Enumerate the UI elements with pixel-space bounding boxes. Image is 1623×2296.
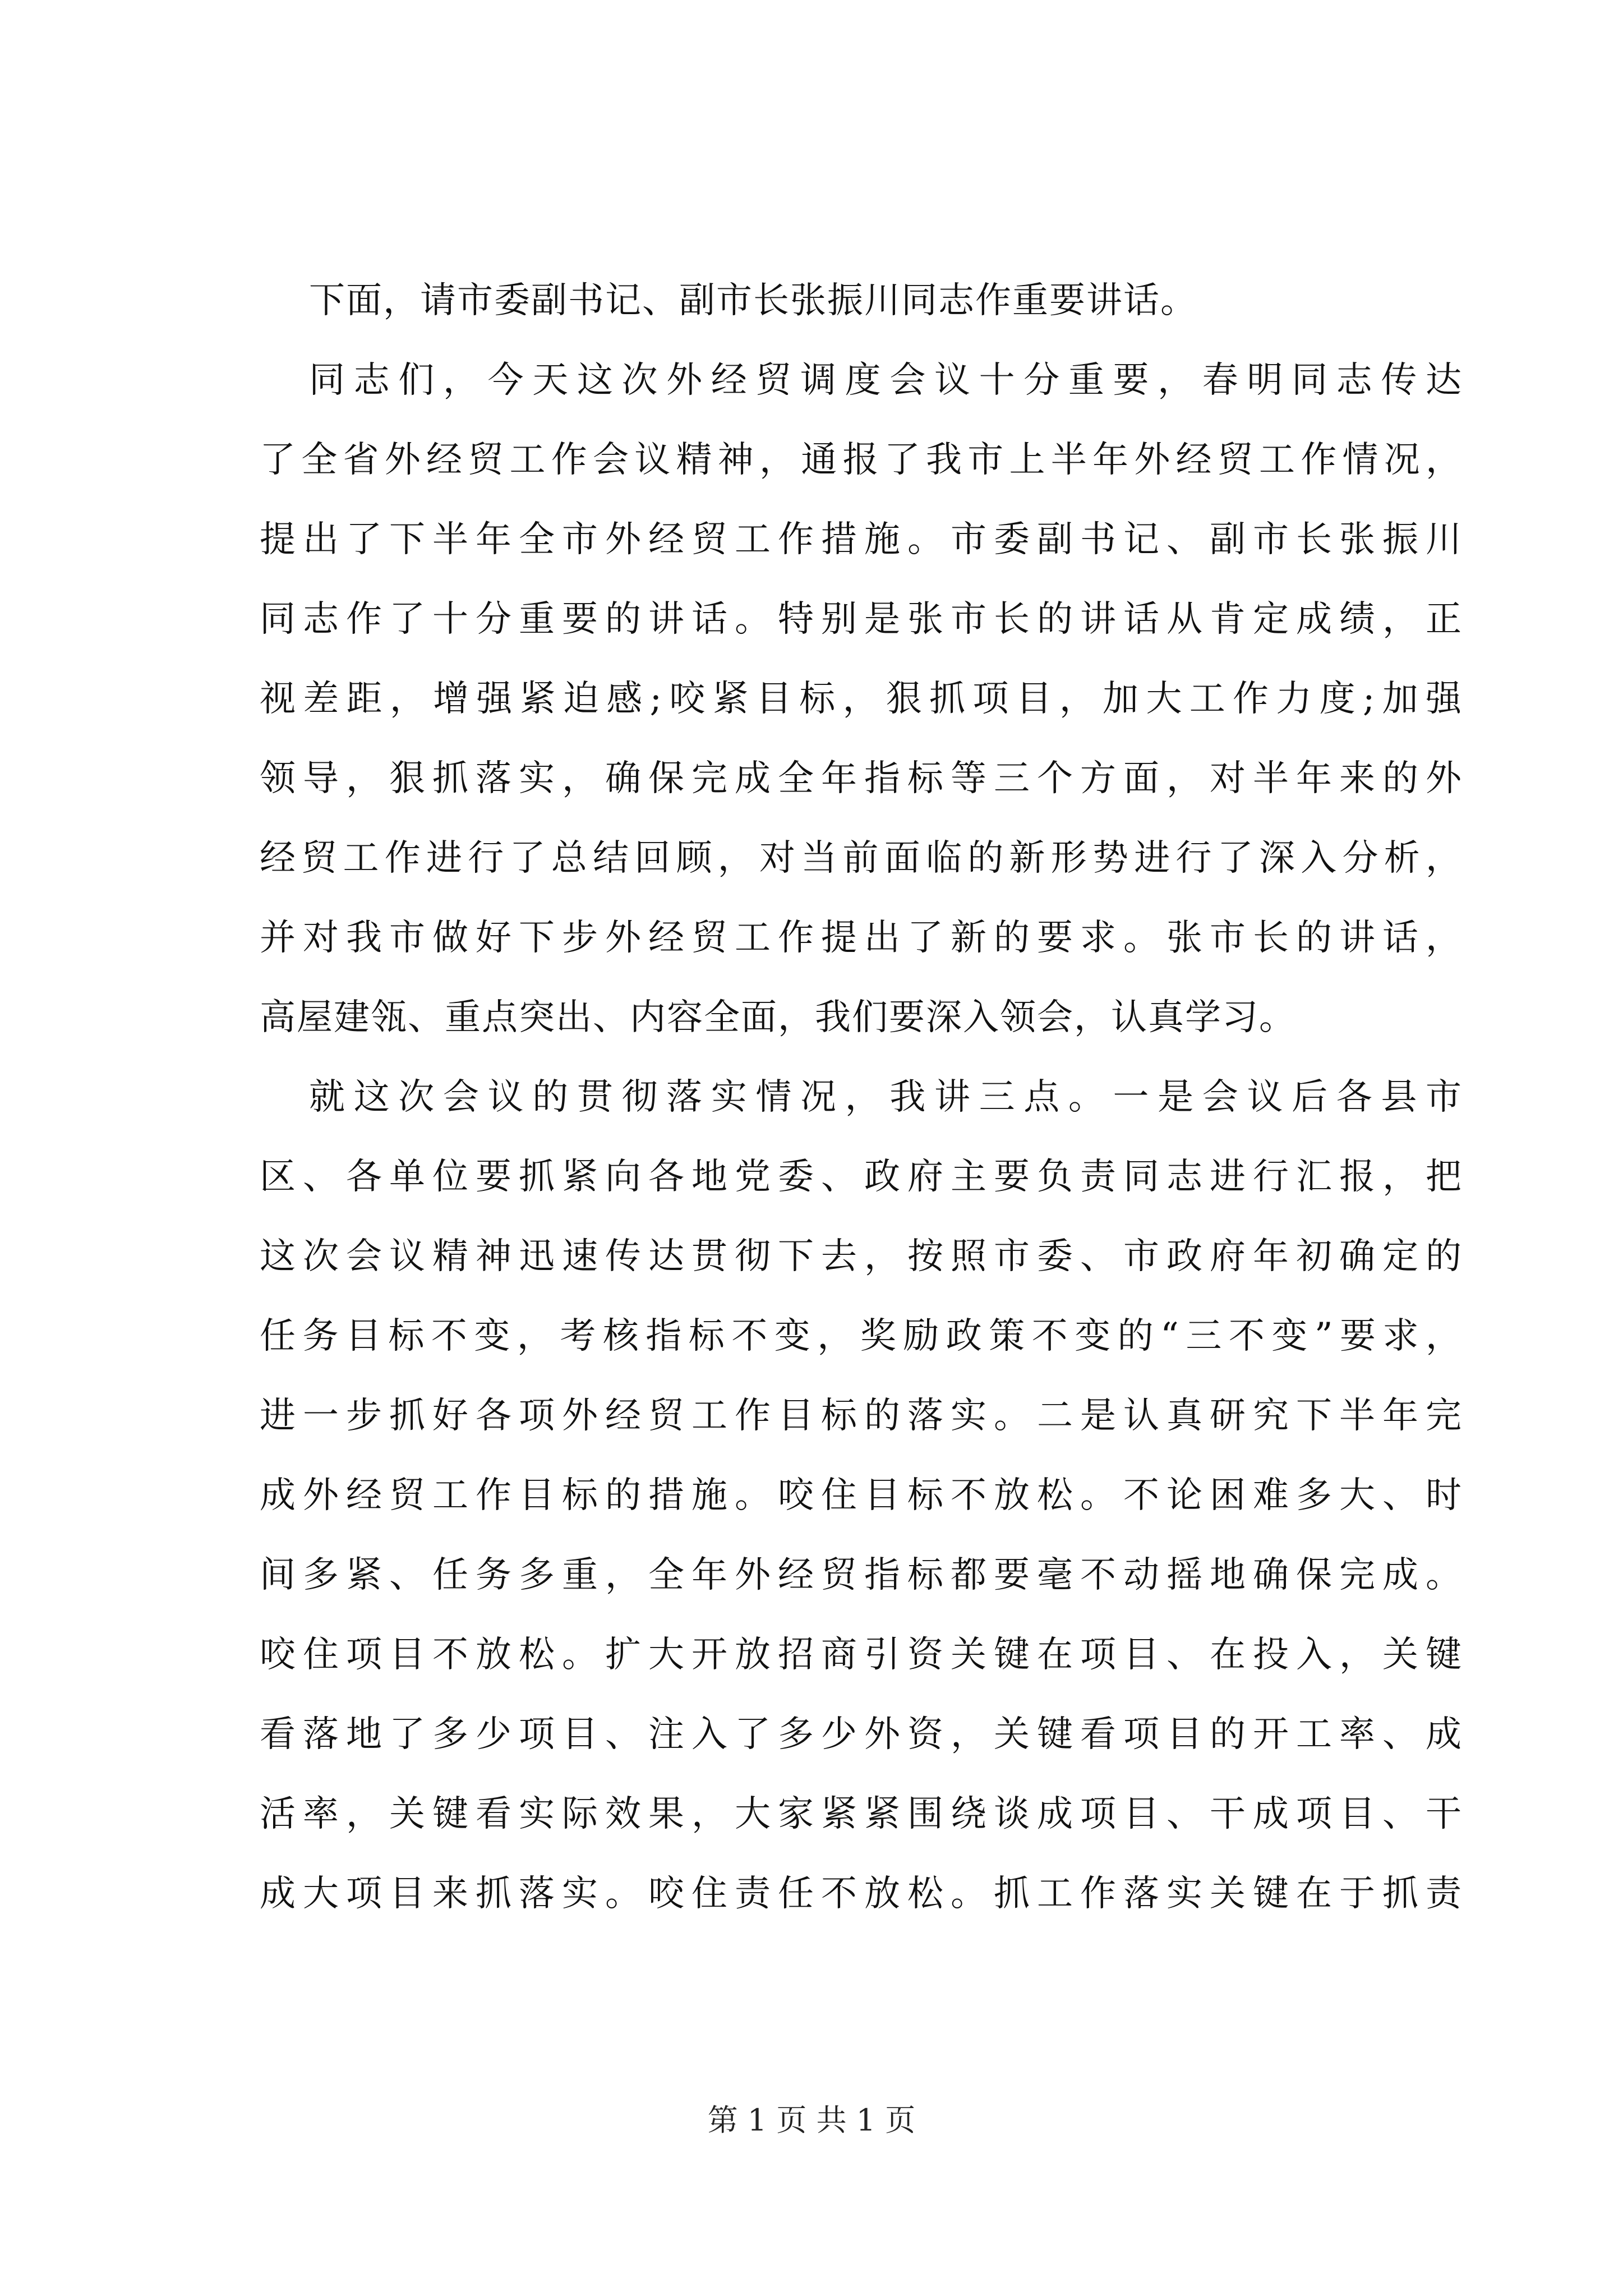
paragraph-line: 了全省外经贸工作会议精神，通报了我市上半年外经贸工作情况， (260, 439, 1463, 481)
paragraph-line: 看落地了多少项目、注入了多少外资，关键看项目的开工率、成 (260, 1714, 1463, 1755)
paragraph-line: 就这次会议的贯彻落实情况，我讲三点。一是会议后各县市 (309, 1076, 1463, 1118)
paragraph-line: 这次会议精神迅速传达贯彻下去，按照市委、市政府年初确定的 (260, 1236, 1463, 1277)
paragraph-line: 下面，请市委副书记、副市长张振川同志作重要讲话。 (309, 280, 1197, 321)
paragraph-line: 同志们，今天这次外经贸调度会议十分重要，春明同志传达 (309, 360, 1463, 401)
paragraph-line: 提出了下半年全市外经贸工作措施。市委副书记、副市长张振川 (260, 519, 1463, 560)
paragraph-line: 成外经贸工作目标的措施。咬住目标不放松。不论困难多大、时 (260, 1475, 1463, 1516)
paragraph-line: 任务目标不变，考核指标不变，奖励政策不变的“三不变”要求， (260, 1315, 1463, 1357)
paragraph-line: 进一步抓好各项外经贸工作目标的落实。二是认真研究下半年完 (260, 1395, 1463, 1437)
paragraph-line: 并对我市做好下步外经贸工作提出了新的要求。张市长的讲话， (260, 917, 1463, 959)
paragraph-line: 同志作了十分重要的讲话。特别是张市长的讲话从肯定成绩，正 (260, 599, 1463, 640)
page-footer: 第 1 页 共 1 页 (707, 2102, 916, 2138)
paragraph-line: 间多紧、任务多重，全年外经贸指标都要毫不动摇地确保完成。 (260, 1554, 1463, 1596)
paragraph-line: 活率，关键看实际效果，大家紧紧围绕谈成项目、干成项目、干 (260, 1793, 1463, 1835)
paragraph-line: 高屋建瓴、重点突出、内容全面，我们要深入领会，认真学习。 (260, 997, 1296, 1038)
paragraph-line: 领导，狠抓落实，确保完成全年指标等三个方面，对半年来的外 (260, 758, 1463, 799)
document-body (260, 261, 1463, 1934)
paragraph-line: 经贸工作进行了总结回顾，对当前面临的新形势进行了深入分析， (260, 838, 1463, 879)
paragraph-line: 咬住项目不放松。扩大开放招商引资关键在项目、在投入，关键 (260, 1634, 1463, 1676)
paragraph-line: 区、各单位要抓紧向各地党委、政府主要负责同志进行汇报，把 (260, 1156, 1463, 1198)
paragraph-line: 视差距，增强紧迫感;咬紧目标，狠抓项目，加大工作力度;加强 (260, 678, 1463, 720)
paragraph-line: 成大项目来抓落实。咬住责任不放松。抓工作落实关键在于抓责 (260, 1873, 1463, 1915)
